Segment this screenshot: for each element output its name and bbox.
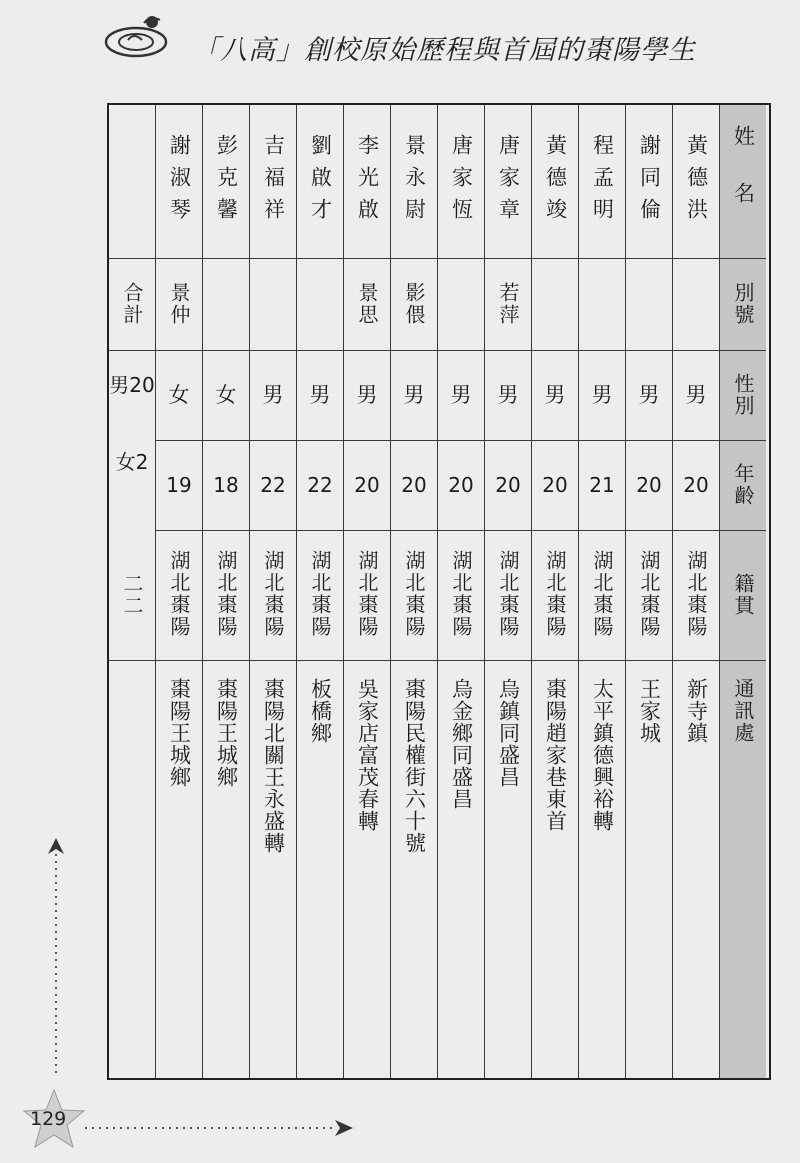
student-sex: 男 <box>262 382 284 407</box>
dotted-arrow-up-icon <box>44 838 68 1078</box>
student-column <box>250 105 297 1078</box>
header-alias: 別號 <box>731 282 755 326</box>
summary-female-count: 女2 <box>115 450 149 474</box>
student-name: 彭克馨 <box>214 133 239 230</box>
student-origin: 湖北棗陽 <box>308 550 332 638</box>
student-column <box>203 105 250 1078</box>
student-alias <box>626 258 672 350</box>
student-origin: 湖北棗陽 <box>402 550 426 638</box>
student-alias <box>532 258 578 350</box>
student-origin: 湖北棗陽 <box>214 550 238 638</box>
header-age: 年齡 <box>731 463 755 507</box>
student-alias: 景思 <box>355 282 379 326</box>
student-sex: 男 <box>638 382 660 407</box>
student-column <box>673 105 720 1078</box>
header-column <box>720 105 766 1078</box>
student-name: 唐家恆 <box>449 133 474 230</box>
student-age: 22 <box>307 473 333 497</box>
student-address: 棗陽民權街六十號 <box>402 678 427 854</box>
student-sex: 男 <box>309 382 331 407</box>
student-origin: 湖北棗陽 <box>261 550 285 638</box>
student-column <box>391 105 438 1078</box>
student-age: 21 <box>589 473 615 497</box>
student-column <box>344 105 391 1078</box>
student-sex: 女 <box>215 382 237 407</box>
student-origin: 湖北棗陽 <box>543 550 567 638</box>
summary-column <box>109 105 156 1078</box>
student-alias <box>438 258 484 350</box>
student-column <box>626 105 673 1078</box>
student-address: 新寺鎮 <box>684 678 709 744</box>
student-column <box>438 105 485 1078</box>
student-origin: 湖北棗陽 <box>590 550 614 638</box>
student-roster-table <box>107 103 771 1080</box>
student-sex: 男 <box>497 382 519 407</box>
student-age: 20 <box>448 473 474 497</box>
student-age: 20 <box>495 473 521 497</box>
student-sex: 男 <box>591 382 613 407</box>
student-column <box>532 105 579 1078</box>
student-column <box>156 105 203 1078</box>
student-age: 20 <box>401 473 427 497</box>
student-address: 太平鎮德興裕轉 <box>590 678 615 832</box>
student-column <box>579 105 626 1078</box>
student-name: 景永尉 <box>402 133 427 230</box>
student-origin: 湖北棗陽 <box>449 550 473 638</box>
student-sex: 男 <box>356 382 378 407</box>
page-title: 「八高」創校原始歷程與首屆的棗陽學生 <box>192 35 696 66</box>
summary-total-label: 合計 <box>120 282 144 326</box>
student-name: 劉啟才 <box>308 133 333 230</box>
page-number: 129 <box>30 1108 67 1130</box>
student-sex: 男 <box>685 382 707 407</box>
summary-male-count: 男20 <box>109 373 155 397</box>
summary-student-count: 二二 <box>120 573 144 617</box>
student-age: 20 <box>636 473 662 497</box>
student-origin: 湖北棗陽 <box>355 550 379 638</box>
page-header <box>0 0 800 78</box>
student-alias <box>203 258 249 350</box>
student-alias <box>297 258 343 350</box>
student-name: 程孟明 <box>590 133 615 230</box>
header-address: 通訊處 <box>731 678 755 744</box>
student-age: 22 <box>260 473 286 497</box>
student-alias <box>579 258 625 350</box>
student-sex: 男 <box>544 382 566 407</box>
school-logo-icon <box>100 14 180 60</box>
student-column <box>297 105 344 1078</box>
student-origin: 湖北棗陽 <box>167 550 191 638</box>
student-age: 20 <box>354 473 380 497</box>
header-sex: 性別 <box>731 373 755 417</box>
student-address: 烏金鄉同盛昌 <box>449 678 474 810</box>
student-name: 吉福祥 <box>261 133 286 230</box>
student-alias: 若萍 <box>496 282 520 326</box>
student-alias: 景仲 <box>167 282 191 326</box>
student-sex: 女 <box>168 382 190 407</box>
header-name: 姓名 <box>731 124 756 239</box>
student-origin: 湖北棗陽 <box>637 550 661 638</box>
student-address: 板橋鄉 <box>308 678 333 744</box>
student-age: 18 <box>213 473 239 497</box>
student-address: 棗陽王城鄉 <box>214 678 239 788</box>
header-origin: 籍貫 <box>731 573 755 617</box>
student-address: 棗陽王城鄉 <box>167 678 192 788</box>
student-origin: 湖北棗陽 <box>684 550 708 638</box>
student-address: 棗陽北關王永盛轉 <box>261 678 286 854</box>
student-name: 唐家章 <box>496 133 521 230</box>
student-name: 謝淑琴 <box>167 133 192 230</box>
student-column <box>485 105 532 1078</box>
student-sex: 男 <box>450 382 472 407</box>
student-alias: 影偎 <box>402 282 426 326</box>
student-address: 棗陽趙家巷東首 <box>543 678 568 832</box>
student-origin: 湖北棗陽 <box>496 550 520 638</box>
student-address: 烏鎮同盛昌 <box>496 678 521 788</box>
student-address: 王家城 <box>637 678 662 744</box>
student-name: 謝同倫 <box>637 133 662 230</box>
student-name: 李光啟 <box>355 133 380 230</box>
student-age: 20 <box>542 473 568 497</box>
student-age: 20 <box>683 473 709 497</box>
student-name: 黃德竣 <box>543 133 568 230</box>
student-name: 黃德洪 <box>684 133 709 230</box>
student-sex: 男 <box>403 382 425 407</box>
student-alias <box>673 258 719 350</box>
student-alias <box>250 258 296 350</box>
dotted-arrow-right-icon <box>85 1116 355 1140</box>
student-address: 吳家店富茂春轉 <box>355 678 380 832</box>
student-age: 19 <box>166 473 192 497</box>
